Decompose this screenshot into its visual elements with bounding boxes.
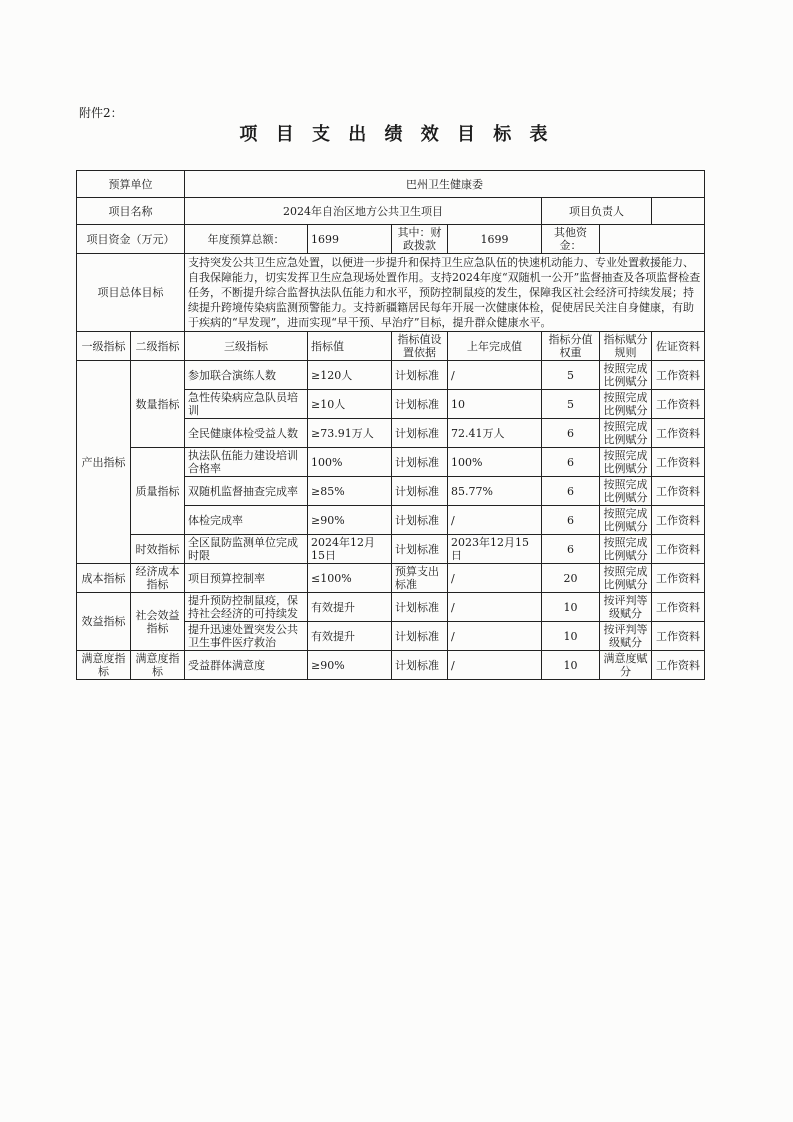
table-row: [77, 535, 705, 564]
rule-cell: 按照完成比例赋分: [600, 506, 652, 535]
performance-target-table: [76, 170, 705, 680]
basis-cell: 计划标准: [392, 506, 448, 535]
project-name-label: 项目名称: [77, 198, 185, 225]
table-row: [77, 593, 705, 622]
last-year-cell: 100%: [448, 448, 542, 477]
rule-cell: 按照完成比例赋分: [600, 477, 652, 506]
rule-cell: 按照完成比例赋分: [600, 419, 652, 448]
level2-quality: 质量指标: [131, 448, 185, 535]
rule-cell: 按照完成比例赋分: [600, 448, 652, 477]
fiscal-label: 其中：财政拨款: [392, 225, 448, 254]
last-year-cell: 10: [448, 390, 542, 419]
value-cell: ≥10人: [308, 390, 392, 419]
weight-cell: 6: [542, 477, 600, 506]
header-level2: 二级指标: [131, 332, 185, 361]
header-level1: 一级指标: [77, 332, 131, 361]
weight-cell: 5: [542, 390, 600, 419]
page-title: 项 目 支 出 绩 效 目 标 表: [239, 124, 554, 145]
table-row: [77, 448, 705, 477]
value-cell: ≥90%: [308, 651, 392, 680]
attachment-label: 附件2：: [79, 106, 123, 120]
basis-cell: 计划标准: [392, 448, 448, 477]
other-fund-label: 其他资金：: [542, 225, 600, 254]
level2-economic-cost: 经济成本指标: [131, 564, 185, 593]
project-name-value: 2024年自治区地方公共卫生项目: [185, 198, 542, 225]
table-row: [77, 651, 705, 680]
header-evidence: 佐证资料: [652, 332, 705, 361]
evidence-cell: 工作资料: [652, 448, 705, 477]
overall-goal-text: 支持突发公共卫生应急处置，以便进一步提升和保持卫生应急队伍的快速机动能力、专业处置救援能力、自我保障能力，切实发挥卫生应急现场处置作用。支持2024年度“双随机一公开”监督抽查及各项监督检查任务，不断提升综合监督执法队伍能力和水平，预防控制鼠疫的发生，保障我区社会经济可持续发展；持续提升跨境传染病监测预警能力。支持新疆籍居民每年开展一次健康体检，促使居民关注自身健康，有助于疾病的“早发现”，进而实现“早干预、早治疗”目标，提升群众健康水平。: [185, 254, 705, 332]
value-cell: 100%: [308, 448, 392, 477]
level2-timeliness: 时效指标: [131, 535, 185, 564]
project-fund-label: 项目资金（万元）: [77, 225, 185, 254]
value-cell: 有效提升: [308, 593, 392, 622]
annual-total-label: 年度预算总额：: [185, 225, 308, 254]
rule-cell: 按评判等级赋分: [600, 593, 652, 622]
table-row: [77, 361, 705, 390]
basis-cell: 计划标准: [392, 477, 448, 506]
evidence-cell: 工作资料: [652, 622, 705, 651]
last-year-cell: /: [448, 361, 542, 390]
level3-cell: 提升预防控制鼠疫，保持社会经济的可持续发: [185, 593, 308, 622]
last-year-cell: /: [448, 651, 542, 680]
project-leader-label: 项目负责人: [542, 198, 652, 225]
rule-cell: 满意度赋分: [600, 651, 652, 680]
level3-cell: 受益群体满意度: [185, 651, 308, 680]
level1-benefit: 效益指标: [77, 593, 131, 651]
value-cell: 2024年12月15日: [308, 535, 392, 564]
level2-social-benefit: 社会效益指标: [131, 593, 185, 651]
weight-cell: 5: [542, 361, 600, 390]
last-year-cell: /: [448, 506, 542, 535]
header-rule: 指标赋分规则: [600, 332, 652, 361]
weight-cell: 6: [542, 535, 600, 564]
last-year-cell: 2023年12月15日: [448, 535, 542, 564]
level3-cell: 提升迅速处置突发公共卫生事件医疗救治: [185, 622, 308, 651]
level1-cost: 成本指标: [77, 564, 131, 593]
evidence-cell: 工作资料: [652, 535, 705, 564]
level3-cell: 全民健康体检受益人数: [185, 419, 308, 448]
header-value: 指标值: [308, 332, 392, 361]
header-level3: 三级指标: [185, 332, 308, 361]
basis-cell: 计划标准: [392, 390, 448, 419]
rule-cell: 按评判等级赋分: [600, 622, 652, 651]
last-year-cell: /: [448, 622, 542, 651]
evidence-cell: 工作资料: [652, 506, 705, 535]
level3-cell: 参加联合演练人数: [185, 361, 308, 390]
weight-cell: 20: [542, 564, 600, 593]
evidence-cell: 工作资料: [652, 390, 705, 419]
header-basis: 指标值设置依据: [392, 332, 448, 361]
table-row: [77, 564, 705, 593]
basis-cell: 计划标准: [392, 593, 448, 622]
evidence-cell: 工作资料: [652, 419, 705, 448]
level3-cell: 执法队伍能力建设培训合格率: [185, 448, 308, 477]
last-year-cell: 72.41万人: [448, 419, 542, 448]
weight-cell: 10: [542, 593, 600, 622]
evidence-cell: 工作资料: [652, 477, 705, 506]
value-cell: ≥73.91万人: [308, 419, 392, 448]
value-cell: ≥90%: [308, 506, 392, 535]
rule-cell: 按照完成比例赋分: [600, 390, 652, 419]
evidence-cell: 工作资料: [652, 651, 705, 680]
basis-cell: 计划标准: [392, 419, 448, 448]
value-cell: ≤100%: [308, 564, 392, 593]
overall-goal-label: 项目总体目标: [77, 254, 185, 332]
level3-cell: 全区鼠防监测单位完成时限: [185, 535, 308, 564]
evidence-cell: 工作资料: [652, 593, 705, 622]
basis-cell: 计划标准: [392, 622, 448, 651]
last-year-cell: /: [448, 593, 542, 622]
last-year-cell: 85.77%: [448, 477, 542, 506]
budget-unit-label: 预算单位: [77, 171, 185, 198]
evidence-cell: 工作资料: [652, 361, 705, 390]
level3-cell: 体检完成率: [185, 506, 308, 535]
basis-cell: 计划标准: [392, 651, 448, 680]
weight-cell: 6: [542, 419, 600, 448]
weight-cell: 10: [542, 622, 600, 651]
level3-cell: 急性传染病应急队员培训: [185, 390, 308, 419]
fiscal-value: 1699: [448, 225, 542, 254]
basis-cell: 预算支出标准: [392, 564, 448, 593]
level3-cell: 双随机监督抽查完成率: [185, 477, 308, 506]
annual-total-value: 1699: [308, 225, 392, 254]
value-cell: 有效提升: [308, 622, 392, 651]
rule-cell: 按照完成比例赋分: [600, 361, 652, 390]
weight-cell: 6: [542, 448, 600, 477]
header-last-year: 上年完成值: [448, 332, 542, 361]
rule-cell: 按照完成比例赋分: [600, 535, 652, 564]
rule-cell: 按照完成比例赋分: [600, 564, 652, 593]
level1-output: 产出指标: [77, 361, 131, 564]
level1-satisfaction: 满意度指标: [77, 651, 131, 680]
value-cell: ≥85%: [308, 477, 392, 506]
weight-cell: 6: [542, 506, 600, 535]
level3-cell: 项目预算控制率: [185, 564, 308, 593]
evidence-cell: 工作资料: [652, 564, 705, 593]
level2-quantity: 数量指标: [131, 361, 185, 448]
level2-satisfaction: 满意度指标: [131, 651, 185, 680]
project-leader-value: [652, 198, 705, 225]
weight-cell: 10: [542, 651, 600, 680]
basis-cell: 计划标准: [392, 535, 448, 564]
budget-unit-value: 巴州卫生健康委: [185, 171, 705, 198]
header-weight: 指标分值权重: [542, 332, 600, 361]
last-year-cell: /: [448, 564, 542, 593]
other-fund-value: [600, 225, 705, 254]
basis-cell: 计划标准: [392, 361, 448, 390]
value-cell: ≥120人: [308, 361, 392, 390]
